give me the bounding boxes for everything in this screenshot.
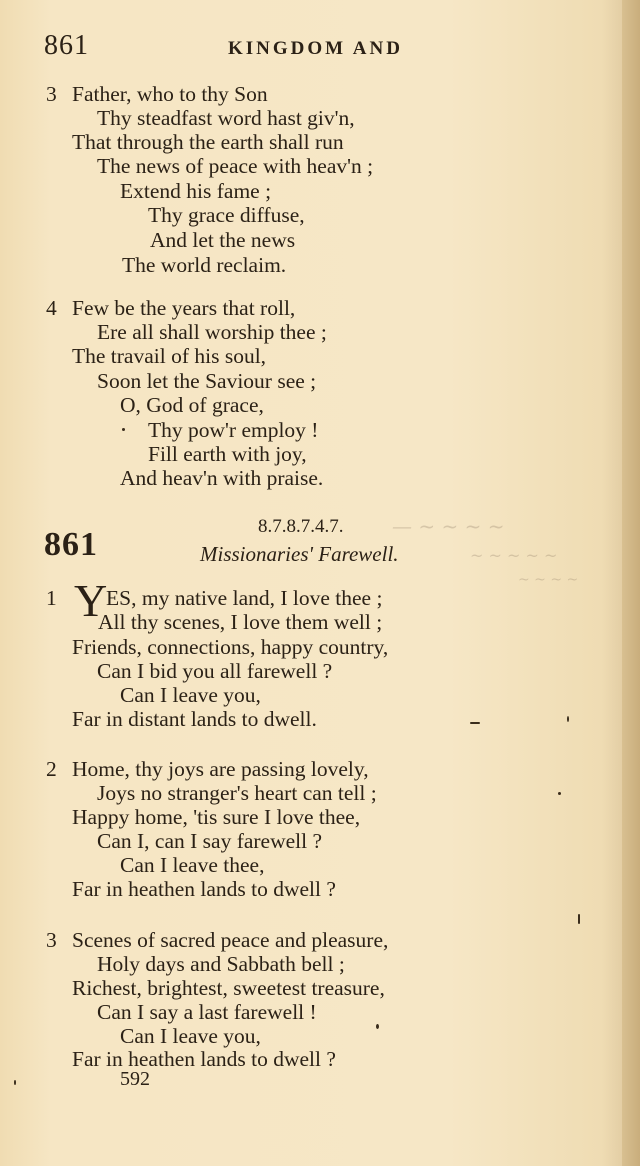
verse-line: Soon let the Saviour see ; [97,369,317,393]
verse-line: Can I, can I say farewell ? [97,829,323,853]
drop-cap-letter: Y [74,575,108,626]
verse-number: 3 [46,928,57,952]
verse-line: ES, my native land, I love thee ; [106,586,383,610]
running-title: KINGDOM AND [228,38,403,59]
verse-line: Far in heathen lands to dwell ? [72,877,336,901]
verse-number: 1 [46,586,57,610]
verse-line: Can I leave you, [120,683,261,707]
verse-line: Richest, brightest, sweetest treasure, [72,976,385,1000]
verse-line: Can I leave you, [120,1024,261,1048]
print-speck [14,1080,16,1085]
hymn-title: Missionaries' Farewell. [200,542,399,566]
handwritten-annotation: — ~ ~ ~ ~ [392,514,505,538]
print-speck [558,792,561,795]
verse-line: Happy home, 'tis sure I love thee, [72,805,361,829]
verse-line: Scenes of sacred peace and pleasure, [72,928,389,952]
verse-line: Home, thy joys are passing lovely, [72,757,369,781]
print-speck [567,716,569,722]
verse-line: Few be the years that roll, [72,296,296,320]
verse-line: Holy days and Sabbath bell ; [97,952,345,976]
verse-line: Can I say a last farewell ! [97,1000,317,1024]
verse-number: 4 [46,296,57,320]
verse-line: And heav'n with praise. [120,466,324,490]
verse-line: All thy scenes, I love them well ; [98,610,383,634]
verse-line: Joys no stranger's heart can tell ; [97,781,377,805]
hymn-number: 861 [44,526,98,563]
print-speck [578,914,580,924]
verse-line: Far in distant lands to dwell. [72,707,317,731]
verse-line: Can I bid you all farewell ? [97,659,333,683]
verse-line: Far in heathen lands to dwell ? [72,1047,336,1071]
verse-line: That through the earth shall run [72,130,344,154]
verse-line: The travail of his soul, [72,344,267,368]
print-speck [122,428,125,431]
verse-line: The world reclaim. [122,253,287,277]
verse-number: 3 [46,82,57,106]
verse-number: 2 [46,757,57,781]
hymn-meter: 8.7.8.7.4.7. [258,516,344,537]
verse-line: Thy grace diffuse, [148,203,305,227]
verse-line: Can I leave thee, [120,853,265,877]
print-speck [470,722,480,724]
verse-line: Friends, connections, happy country, [72,635,389,659]
verse-line: O, God of grace, [120,393,264,417]
verse-line: Thy pow'r employ ! [148,418,319,442]
verse-line: Fill earth with joy, [148,442,307,466]
verse-line: Thy steadfast word hast giv'n, [97,106,355,130]
page-spine-shadow [622,0,640,1166]
handwritten-annotation: ~ ~ ~ ~ [518,572,579,588]
verse-line: The news of peace with heav'n ; [97,154,374,178]
verse-line: Ere all shall worship thee ; [97,320,327,344]
print-speck [376,1024,379,1029]
verse-line: And let the news [150,228,296,252]
verse-line: Extend his fame ; [120,179,272,203]
page-number: 861 [44,30,89,61]
signature-mark: 592 [120,1068,150,1090]
handwritten-annotation: ~ ~ ~ ~ ~ [470,546,558,565]
verse-line: Father, who to thy Son [72,82,268,106]
